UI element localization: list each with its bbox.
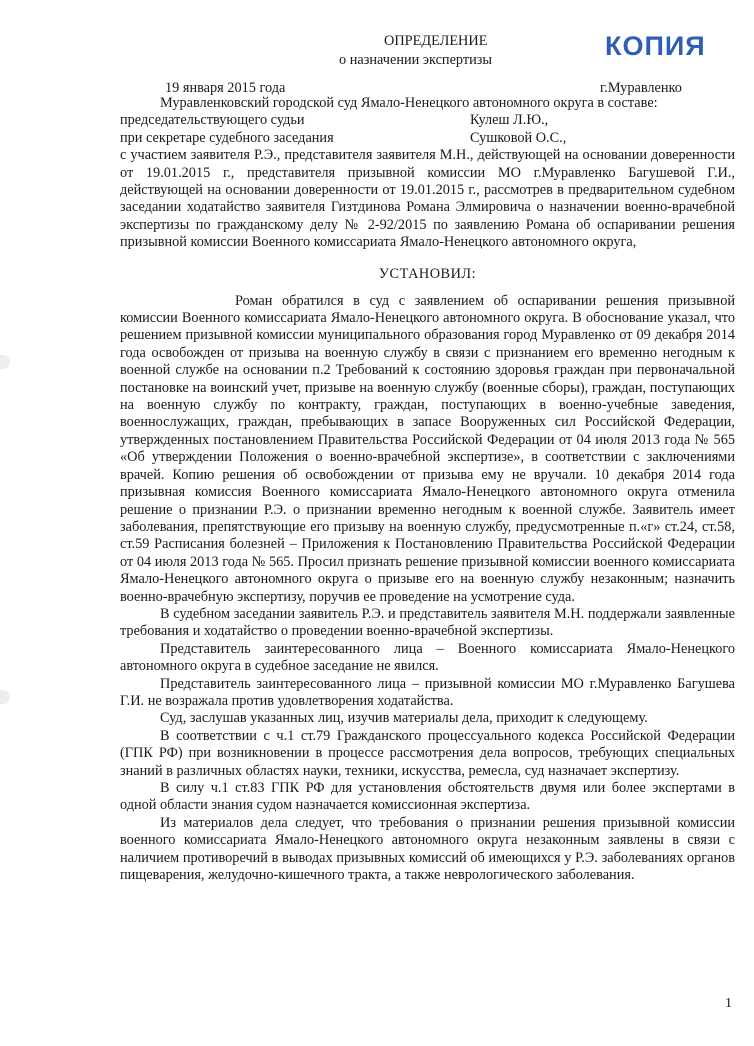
section-title: УСТАНОВИЛ: xyxy=(378,265,477,282)
judge-label: председательствующего судьи xyxy=(120,112,305,129)
secretary-name: Сушковой О.С., xyxy=(470,129,567,146)
court-intro: Муравленковский городской суд Ямало-Ненецкого автономного округа в составе: xyxy=(160,95,658,111)
punch-hole xyxy=(0,690,10,704)
judge-name: Кулеш Л.Ю., xyxy=(470,112,549,129)
copy-stamp: КОПИЯ xyxy=(605,31,706,61)
participants-paragraph: с участием заявителя Р.Э., представителя заявителя М.Н., действующей на основании доверенности от 19.01.2015 г., представителя призывной комиссии МО г.Муравленко Багушевой Г.И., действующей на основании доверенности от 19.01.2015 г., рассмотрев в предварительном судебном заседании ходатайство заявителя Гизтдинова Романа Элмировича о назначении военно-врачебной экспертизы по гражданскому делу № 2-92/2015 по заявлению Романа об оспаривании решения призывной комиссии Военного комиссариата Ямало-Ненецкого автономного округа, xyxy=(120,147,735,251)
secretary-label: при секретаре судебного заседания xyxy=(120,129,334,146)
paragraph-1: Роман обратился в суд с заявлением об оспаривании решения призывной комиссии Военного комиссариата Ямало-Ненецкого автономного округа. В обоснование указал, что решением призывной комиссии муниципального образования город Муравленко от 09 декабря 2014 года освобожден от призыва на военную службу в связи с признанием его временно негодным к военной службе на основании п.2 Требований к состоянию здоровья граждан при первоначальной постановке на воинский учет, призыве на военную службу (военные сборы), граждан, поступающих на военную службу по контракту, граждан, поступающих в военно-учебные заведения, военнослужащих, граждан, пребывающих в запасе Вооруженных сил Российской Федерации, утвержденных постановлением Правительства Российской Федерации от 04 июля 2013 года № 565 «Об утверждении Положения о военно-врачебной экспертизе», в соответствии с заключениями врачей. Копию решения об освобождении от призыва ему не вручали. 10 декабря 2014 года призывная комиссия Военного комиссариата Ямало-Ненецкого автономного округа отменила решение о признании Р.Э. о признании временно негодным к военной службе. Заявитель имеет заболевания, препятствующие его призыву на военную службу, предусмотренные п.«г» ст.24, ст.58, ст.59 Расписания болезней – Приложения к Постановлению Правительства Российской Федерации от 04 июля 2013 года № 565. Просил признать решение призывной комиссии военного комиссариата Ямало-Ненецкого автономного округа о призыве его на военную службу незаконным; назначить военно-врачебную экспертизу, поручив ее проведение на усмотрение суда. xyxy=(120,292,735,605)
paragraph-8: Из материалов дела следует, что требования о признании решения призывной комиссии военного комиссариата Ямало-Ненецкого автономного округа незаконным заявлены в связи с наличием противоречий в выводах призывных комиссий об имеющихся у Р.Э. заболеваниях органов пищеварения, желудочно-кишечного тракта, а также неврологического заболевания. xyxy=(120,814,735,884)
punch-hole xyxy=(0,355,10,369)
document-subtitle: о назначении экспертизы xyxy=(339,52,493,68)
page-number: 1 xyxy=(725,996,732,1011)
paragraph-5: Суд, заслушав указанных лиц, изучив материалы дела, приходит к следующему. xyxy=(160,710,648,727)
paragraph-4: Представитель заинтересованного лица – призывной комиссии МО г.Муравленко Багушева Г.И. не возражала против удовлетворения ходатайства. xyxy=(120,675,735,709)
document-date: 19 января 2015 года xyxy=(165,80,286,96)
judge-row xyxy=(120,112,735,129)
paragraph-2: В судебном заседании заявитель Р.Э. и представитель заявителя М.Н. поддержали заявленные требования и ходатайство о проведении военно-врачебной экспертизы. xyxy=(120,605,735,640)
document-title: ОПРЕДЕЛЕНИЕ xyxy=(384,33,488,49)
document-city: г.Муравленко xyxy=(600,80,682,96)
document-body xyxy=(120,95,735,884)
secretary-row xyxy=(120,130,735,147)
paragraph-7: В силу ч.1 ст.83 ГПК РФ для установления обстоятельств двумя или более экспертами в одной области знания судом назначается комиссионная экспертиза. xyxy=(120,780,735,814)
paragraph-3: Представитель заинтересованного лица – Военного комиссариата Ямало-Ненецкого автономного округа в судебное заседание не явился. xyxy=(120,640,735,675)
paragraph-6: В соответствии с ч.1 ст.79 Гражданского процессуального кодекса Российской Федерации (ГПК РФ) при возникновении в процессе рассмотрения дела вопросов, требующих специальных знаний в различных областях науки, техники, искусства, ремесла, суд назначает экспертизу. xyxy=(120,727,735,779)
